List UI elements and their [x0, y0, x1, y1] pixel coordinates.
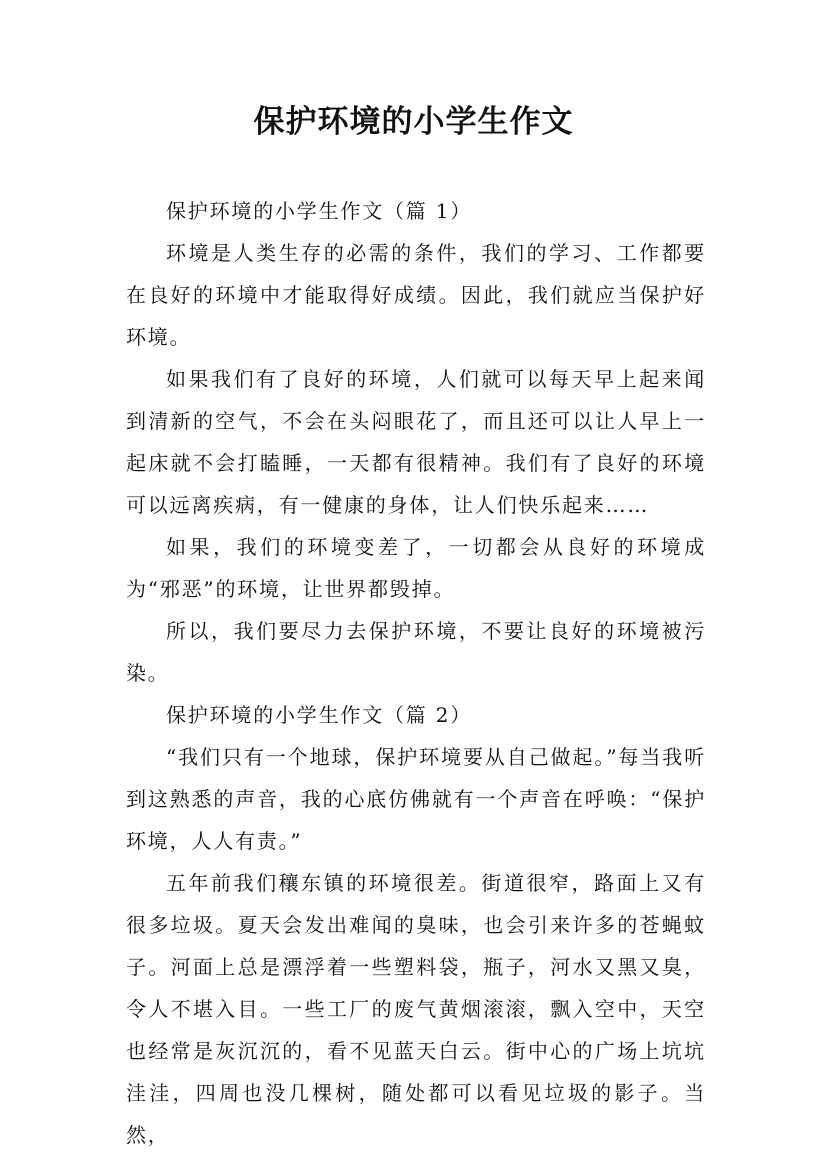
paragraph: 环境是人类生存的必需的条件，我们的学习、工作都要在良好的环境中才能取得好成绩。因此，我们就应当保护好环境。 — [126, 241, 706, 349]
essay-heading-2: 保护环境的小学生作文（篇 2） — [166, 703, 473, 727]
essay-heading-1: 保护环境的小学生作文（篇 1） — [166, 199, 473, 223]
document-body — [126, 190, 706, 1156]
paragraph: 如果，我们的环境变差了，一切都会从良好的环境成为“邪恶”的环境，让世界都毁掉。 — [126, 535, 706, 601]
paragraph: 如果我们有了良好的环境，人们就可以每天早上起来闻到清新的空气，不会在头闷眼花了，而且还可以让人早上一起床就不会打瞌睡，一天都有很精神。我们有了良好的环境可以远离疾病，有一健康的身体，让人们快乐起来…… — [126, 367, 706, 517]
paragraph: 所以，我们要尽力去保护环境，不要让良好的环境被污染。 — [126, 619, 706, 685]
paragraph: 五年前我们穰东镇的环境很差。街道很窄，路面上又有很多垃圾。夏天会发出难闻的臭味，也会引来许多的苍蝇蚊子。河面上总是漂浮着一些塑料袋，瓶子，河水又黑又臭，令人不堪入目。一些工厂的废气黄烟滚滚，飘入空中，天空也经常是灰沉沉的，看不见蓝天白云。街中心的广场上坑坑洼洼，四周也没几棵树，随处都可以看见垃圾的影子。当然， — [126, 871, 706, 1147]
paragraph: “我们只有一个地球，保护环境要从自己做起。”每当我听到这熟悉的声音，我的心底仿佛就有一个声音在呼唤：“保护环境，人人有责。” — [126, 745, 706, 853]
document-title: 保护环境的小学生作文 — [253, 104, 574, 140]
